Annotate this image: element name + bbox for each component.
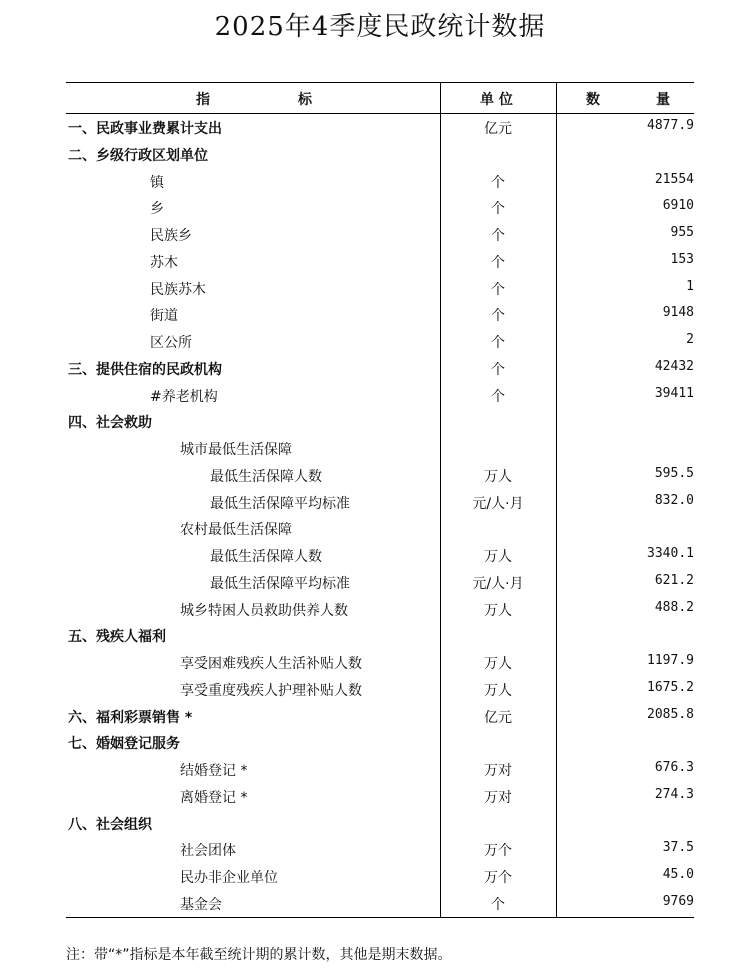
row-indicator: #养老机构 (150, 388, 218, 405)
table-row (66, 248, 694, 275)
table-row (66, 676, 694, 703)
table-row (66, 141, 694, 168)
row-unit: 万个 (484, 870, 512, 886)
table-row (66, 836, 694, 863)
table-row (66, 462, 694, 489)
row-unit: 元/人·月 (472, 575, 524, 592)
page-title: 2025年4季度民政统计数据 (214, 12, 546, 42)
row-unit: 个 (491, 388, 505, 405)
row-indicator: 享受困难残疾人生活补贴人数 (180, 656, 362, 672)
row-unit: 万个 (484, 843, 512, 860)
row-unit: 万人 (484, 468, 512, 485)
row-unit: 万人 (484, 656, 512, 672)
row-unit: 个 (491, 308, 505, 325)
row-value: 1197.9 (647, 653, 694, 668)
table-header (66, 83, 694, 114)
row-value: 621.2 (654, 572, 694, 588)
table-row (66, 435, 694, 462)
table-row (66, 221, 694, 248)
table-row (66, 890, 694, 917)
table-row (66, 275, 694, 302)
table-row (66, 382, 694, 409)
row-indicator: 民族苏木 (150, 281, 206, 298)
row-indicator: 最低生活保障平均标准 (210, 575, 350, 592)
row-value: 2085.8 (647, 706, 694, 722)
row-unit: 万人 (484, 602, 512, 619)
row-value: 21554 (654, 171, 694, 187)
row-value: 2 (686, 332, 694, 347)
header-indicator-char1: 指 (196, 92, 210, 108)
table-row (66, 355, 694, 382)
row-value: 37.5 (662, 840, 694, 856)
header-unit: 单 位 (480, 92, 513, 108)
row-unit: 个 (491, 335, 505, 351)
row-unit: 万人 (484, 549, 512, 565)
row-indicator: 社会团体 (180, 843, 236, 860)
row-value: 1675.2 (647, 679, 694, 695)
table-row (66, 596, 694, 623)
row-value: 9148 (662, 305, 694, 321)
row-value: 3340.1 (647, 546, 694, 561)
row-value: 676.3 (654, 760, 694, 775)
row-unit: 个 (491, 228, 505, 244)
row-indicator: 二、乡级行政区划单位 (68, 147, 208, 164)
row-unit: 万对 (484, 789, 512, 806)
row-indicator: 七、婚姻登记服务 (68, 736, 180, 753)
table-row (66, 756, 694, 783)
row-value: 1 (686, 278, 694, 294)
table-row (66, 114, 694, 141)
row-indicator: 一、民政事业费累计支出 (68, 121, 222, 137)
row-value: 832.0 (654, 492, 694, 508)
table-row (66, 542, 694, 569)
table-row (66, 810, 694, 837)
row-unit: 万对 (484, 763, 512, 779)
table-row (66, 569, 694, 596)
row-indicator: 区公所 (150, 335, 192, 351)
table-row (66, 194, 694, 221)
row-indicator: 五、残疾人福利 (68, 629, 166, 646)
row-value: 4877.9 (647, 118, 694, 133)
footnote: 注：带“*”指标是本年截至统计期的累计数，其他是期末数据。 (66, 947, 452, 963)
table-row (66, 515, 694, 542)
row-indicator: 城乡特困人员救助供养人数 (180, 602, 348, 619)
table-row (66, 729, 694, 756)
row-indicator: 基金会 (180, 896, 222, 913)
row-unit: 个 (491, 281, 505, 298)
row-unit: 亿元 (484, 709, 512, 726)
row-indicator: 城市最低生活保障 (180, 442, 292, 458)
row-value: 595.5 (654, 465, 694, 481)
row-indicator: 农村最低生活保障 (180, 522, 292, 539)
row-indicator: 镇 (150, 174, 164, 191)
table-row (66, 622, 694, 649)
header-quantity-char2: 量 (656, 92, 670, 108)
table-row (66, 649, 694, 676)
table-row (66, 301, 694, 328)
row-value: 9769 (662, 893, 694, 909)
row-unit: 万人 (484, 682, 512, 699)
header-quantity-char1: 数 (586, 92, 600, 108)
row-indicator: 六、福利彩票销售 * (68, 709, 193, 726)
row-unit: 个 (491, 361, 505, 378)
table-row (66, 489, 694, 516)
row-value: 39411 (654, 385, 694, 401)
row-value: 274.3 (654, 786, 694, 802)
row-value: 6910 (662, 198, 694, 214)
row-indicator: 民族乡 (150, 228, 192, 244)
row-unit: 个 (491, 254, 505, 271)
row-indicator: 三、提供住宿的民政机构 (68, 361, 222, 378)
row-indicator: 结婚登记 * (180, 763, 248, 779)
row-value: 153 (670, 251, 694, 267)
table-body (66, 114, 694, 917)
header-indicator-char2: 标 (298, 92, 312, 108)
row-indicator: 四、社会救助 (68, 415, 152, 432)
row-indicator: 最低生活保障人数 (210, 468, 322, 485)
row-value: 488.2 (654, 599, 694, 615)
row-unit: 个 (491, 174, 505, 191)
row-indicator: 街道 (150, 308, 178, 325)
table-row (66, 703, 694, 730)
row-indicator: 苏木 (150, 254, 178, 271)
row-indicator: 离婚登记 * (180, 789, 248, 806)
row-value: 42432 (654, 358, 694, 374)
row-unit: 个 (491, 201, 505, 218)
row-value: 45.0 (662, 867, 694, 882)
table-row (66, 328, 694, 355)
row-unit: 元/人·月 (472, 495, 524, 512)
row-indicator: 享受重度残疾人护理补贴人数 (180, 682, 362, 699)
row-indicator: 最低生活保障人数 (210, 549, 322, 565)
row-indicator: 八、社会组织 (68, 816, 152, 833)
row-unit: 个 (491, 896, 505, 913)
table-row (66, 168, 694, 195)
row-indicator: 最低生活保障平均标准 (210, 495, 350, 512)
row-indicator: 乡 (150, 201, 164, 218)
table-row (66, 863, 694, 890)
row-indicator: 民办非企业单位 (180, 870, 278, 886)
row-value: 955 (670, 225, 694, 240)
row-unit: 亿元 (484, 121, 512, 137)
stats-table (66, 82, 694, 918)
table-row (66, 408, 694, 435)
table-row (66, 783, 694, 810)
